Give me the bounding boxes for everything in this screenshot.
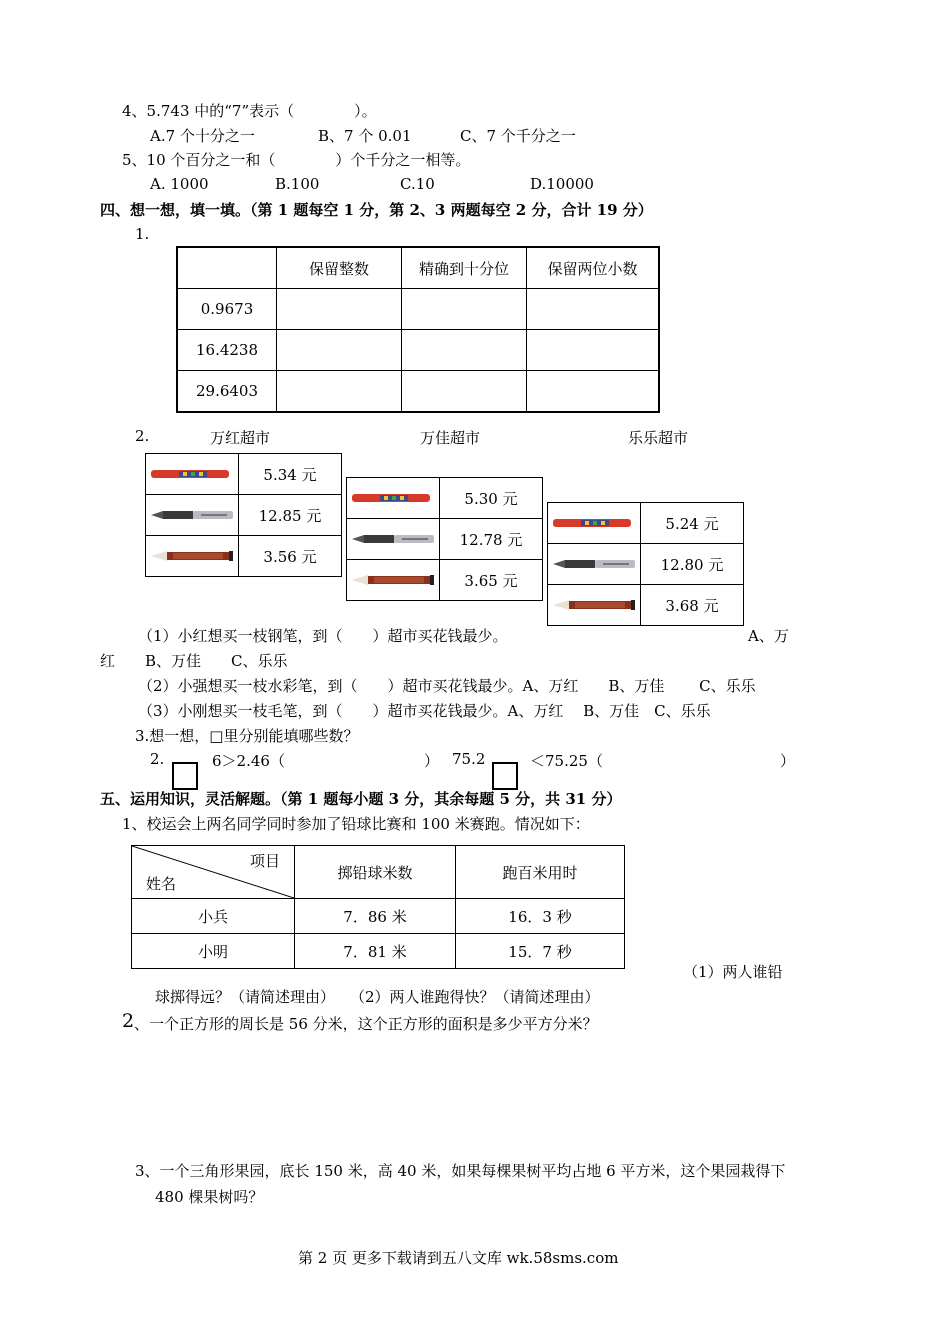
s4-q2-sub1-option-a: A、万 <box>748 627 789 645</box>
price-cell: 5.24 元 <box>641 503 744 544</box>
s4-q1-label: 1. <box>135 225 150 243</box>
s5-q2-number: 2 <box>122 1010 135 1032</box>
s4-q3-a-inequality: 6＞2.46（ <box>212 752 285 770</box>
s4-q3-b-inequality: ＜75.25（ <box>530 752 603 770</box>
answer-cell[interactable] <box>277 371 402 413</box>
s4-q2-sub1-options: 红 B、万佳 C、乐乐 <box>100 652 288 670</box>
shot-put-value: 7．81 米 <box>295 934 456 969</box>
sports-table <box>131 845 625 969</box>
store-name-wanjia: 万佳超市 <box>420 429 481 447</box>
shot-put-value: 7．86 米 <box>295 899 456 934</box>
watercolor-pen-icon <box>551 516 637 530</box>
question-4: 4、5.743 中的“7”表示（ ）。 <box>122 102 377 120</box>
store-table-wanjia <box>346 477 543 601</box>
product-watercolor <box>347 478 440 519</box>
page-footer: 第 2 页 更多下载请到五八文库 wk.58sms.com <box>298 1249 619 1267</box>
table-header-empty <box>177 247 277 289</box>
s5-q2: 、一个正方形的周长是 56 分米，这个正方形的面积是多少平方分米？ <box>134 1015 598 1033</box>
corner-label-item: 项目 <box>249 852 280 870</box>
table-header: 保留整数 <box>277 247 402 289</box>
product-brush <box>146 536 239 577</box>
product-fountain-pen <box>347 519 440 560</box>
price-cell: 12.80 元 <box>641 544 744 585</box>
q4-option-a: A.7 个十分之一 <box>150 127 255 145</box>
student-name: 小明 <box>132 934 295 969</box>
s5-q3-line1: 3、一个三角形果园，底长 150 米，高 40 米，如果每棵果树平均占地 6 平方米，这个果园栽得下 <box>135 1162 786 1180</box>
s4-q3: 3.想一想，□里分别能填哪些数？ <box>135 727 359 745</box>
s5-q3-line2: 480 棵果树吗？ <box>155 1188 264 1206</box>
answer-cell[interactable] <box>402 289 527 330</box>
price-cell: 3.65 元 <box>440 560 543 601</box>
table-row-label: 16.4238 <box>177 330 277 371</box>
sprint-value: 15．7 秒 <box>456 934 625 969</box>
answer-cell[interactable] <box>402 371 527 413</box>
corner-label-name: 姓名 <box>146 875 177 893</box>
answer-cell[interactable] <box>527 330 660 371</box>
s5-q1-sub1: （1）两人谁铅 <box>683 963 783 981</box>
q5-option-b: B.100 <box>275 175 320 193</box>
s4-q2-sub2: （2）小强想买一枝水彩笔，到（ ）超市买花钱最少。A、万红 B、万佳 C、乐乐 <box>138 677 756 695</box>
fountain-pen-icon <box>551 557 637 571</box>
s5-q1-subquestions: 球掷得远？（请简述理由） （2）两人谁跑得快？（请简述理由） <box>155 988 600 1006</box>
price-cell: 5.34 元 <box>239 454 342 495</box>
q4-option-c: C、7 个千分之一 <box>460 127 576 145</box>
brush-icon <box>149 549 235 563</box>
price-cell: 3.68 元 <box>641 585 744 626</box>
price-cell: 3.56 元 <box>239 536 342 577</box>
s4-q3-a-prefix: 2. <box>150 750 165 768</box>
answer-cell[interactable] <box>402 330 527 371</box>
sprint-value: 16．3 秒 <box>456 899 625 934</box>
product-fountain-pen <box>548 544 641 585</box>
price-cell: 5.30 元 <box>440 478 543 519</box>
store-name-lele: 乐乐超市 <box>628 429 689 447</box>
student-name: 小兵 <box>132 899 295 934</box>
s4-q2-label: 2. <box>135 427 150 445</box>
store-table-wanhong <box>145 453 342 577</box>
brush-icon <box>551 598 637 612</box>
product-watercolor <box>146 454 239 495</box>
s4-q2-sub1: （1）小红想买一枝钢笔，到（ ）超市买花钱最少。 <box>138 627 508 645</box>
table-header: 精确到十分位 <box>402 247 527 289</box>
section-5-title: 五、运用知识，灵活解题。（第 1 题每小题 3 分，其余每题 5 分，共 31 分） <box>100 790 622 808</box>
store-name-wanhong: 万红超市 <box>210 429 271 447</box>
s4-q3-b-close: ） <box>780 752 796 770</box>
answer-cell[interactable] <box>527 289 660 330</box>
diagonal-header <box>132 846 295 899</box>
product-brush <box>347 560 440 601</box>
watercolor-pen-icon <box>149 467 235 481</box>
q5-option-c: C.10 <box>400 175 435 193</box>
blank-box[interactable] <box>172 762 198 790</box>
s4-q3-a-close: ） <box>424 752 440 770</box>
product-watercolor <box>548 503 641 544</box>
s4-q3-b-prefix: 75.2 <box>452 750 486 768</box>
price-cell: 12.78 元 <box>440 519 543 560</box>
table-row-label: 0.9673 <box>177 289 277 330</box>
table-header: 跑百米用时 <box>456 846 625 899</box>
q5-option-d: D.10000 <box>530 175 594 193</box>
q5-option-a: A. 1000 <box>150 175 209 193</box>
price-cell: 12.85 元 <box>239 495 342 536</box>
table-row-label: 29.6403 <box>177 371 277 413</box>
answer-cell[interactable] <box>277 289 402 330</box>
watercolor-pen-icon <box>350 491 436 505</box>
answer-cell[interactable] <box>277 330 402 371</box>
blank-box[interactable] <box>492 762 518 790</box>
store-table-lele <box>547 502 744 626</box>
answer-cell[interactable] <box>527 371 660 413</box>
product-fountain-pen <box>146 495 239 536</box>
question-5: 5、10 个百分之一和（ ）个千分之一相等。 <box>122 151 471 169</box>
s5-q1: 1、校运会上两名同学同时参加了铅球比赛和 100 米赛跑。情况如下： <box>122 815 590 833</box>
q4-option-b: B、7 个 0.01 <box>318 127 412 145</box>
product-brush <box>548 585 641 626</box>
brush-icon <box>350 573 436 587</box>
table-header: 保留两位小数 <box>527 247 660 289</box>
table-header: 掷铅球米数 <box>295 846 456 899</box>
s4-q2-sub3: （3）小刚想买一枝毛笔，到（ ）超市买花钱最少。A、万红 B、万佳 C、乐乐 <box>138 702 711 720</box>
fountain-pen-icon <box>350 532 436 546</box>
fountain-pen-icon <box>149 508 235 522</box>
rounding-table <box>176 246 660 413</box>
section-4-title: 四、想一想，填一填。（第 1 题每空 1 分，第 2、3 两题每空 2 分，合计 19 分） <box>100 201 653 219</box>
